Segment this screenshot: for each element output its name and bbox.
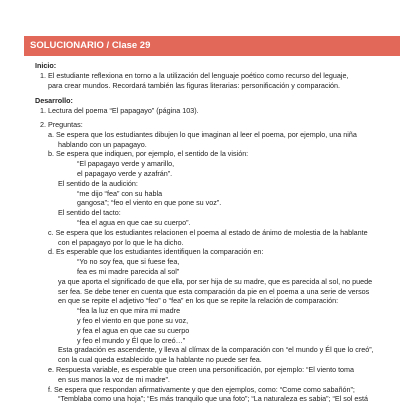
answer-d-line4: en que se repite el adjetivo “feo” o “fea” en los que se repite la relación de comparación: — [58, 296, 339, 306]
answer-c-line1: c. Se espera que los estudiantes relacionen el poema al estado de ánimo de molestia de la hablante — [48, 227, 368, 237]
answer-d-quote4: y feo el viento en que pone su voz, — [77, 315, 189, 325]
answer-d-quote6: y feo el mundo y Él que lo creó…” — [77, 335, 186, 345]
answer-b-line1: b. Se espera que indiquen, por ejemplo, el sentido de la visión: — [48, 149, 249, 159]
audition-quote2: gangosa”; “feo el viento en que pone su voz”. — [77, 198, 222, 208]
answer-a-line2: hablando con un papagayo. — [58, 139, 147, 149]
desarrollo-item2: 2. Preguntas: — [40, 119, 83, 129]
header-bar — [24, 36, 400, 56]
answer-d-quote5: y fea el agua en que cae su cuerpo — [77, 325, 190, 335]
answer-d-line6: con la cual queda establecido que la hablante no puede ser fea. — [58, 355, 262, 365]
document-body — [35, 61, 391, 404]
answer-d-quote3: “fea la luz en que mira mi madre — [77, 306, 181, 316]
answer-e-line2: en sus manos la voz de mi madre”. — [58, 374, 170, 384]
answer-d-quote1: “Yo no soy fea, que si fuese fea, — [77, 257, 180, 267]
inicio-heading: Inicio: — [35, 61, 57, 70]
answer-f-line2: “Temblaba como una hoja”; “Es más tranquilo que una foto”; “La naturaleza es sabia”; “El sol está — [58, 394, 369, 404]
answer-d-line2: ya que aporta el significado de que ella, por ser hija de su madre, que es parecida al sol, no puede — [58, 276, 373, 286]
top-blank-strip — [0, 0, 400, 22]
answer-b-quote2: el papagayo verde y azafrán”. — [77, 168, 173, 178]
inicio-item1-line2: para crear mundos. Recordará también las figuras literarias: personificación y comparación. — [48, 80, 341, 90]
answer-d-line1: d. Es esperable que los estudiantes identifiquen la comparación en: — [48, 247, 264, 257]
header-title: SOLUCIONARIO — [30, 40, 104, 51]
answer-f-line1: f. Se espera que respondan afirmativamente y que den ejemplos, como: “Come como sabañón”; — [48, 384, 355, 394]
audition-label: El sentido de la audición: — [58, 178, 138, 188]
answer-d-line3: ser fea. Se debe tener en cuenta que esta comparación da pie en el poema a una serie de versos — [58, 286, 370, 296]
audition-quote1: “me dijo “fea” con su habla — [77, 188, 163, 198]
answer-e-line1: e. Respuesta variable, es esperable que creen una personificación, por ejemplo: “El viento toma — [48, 364, 355, 374]
answer-d-quote2: fea es mi madre parecida al sol” — [77, 266, 180, 276]
answer-a-line1: a. Se espera que los estudiantes dibujen lo que imaginan al leer el poema, por ejemplo, una niña — [48, 129, 357, 139]
header-subtitle: Clase 29 — [111, 40, 151, 51]
header-separator: / — [103, 40, 112, 51]
answer-c-line2: con el papagayo por lo que le ha dicho. — [58, 237, 184, 247]
inicio-item1-line1: 1. El estudiante reflexiona en torno a la utilización del lenguaje poético como recurso del leguaje, — [40, 70, 349, 80]
touch-label: El sentido del tacto: — [58, 208, 121, 218]
desarrollo-heading: Desarrollo: — [35, 96, 73, 106]
answer-d-line5: Esta gradación es ascendente, y lleva al clímax de la comparación con “el mundo y Él que lo creó”, — [58, 345, 374, 355]
touch-quote1: “fea el agua en que cae su cuerpo”. — [77, 217, 191, 227]
answer-b-quote1: “El papagayo verde y amarillo, — [77, 159, 175, 169]
desarrollo-item1: 1. Lectura del poema “El papagayo” (página 103). — [40, 106, 199, 116]
